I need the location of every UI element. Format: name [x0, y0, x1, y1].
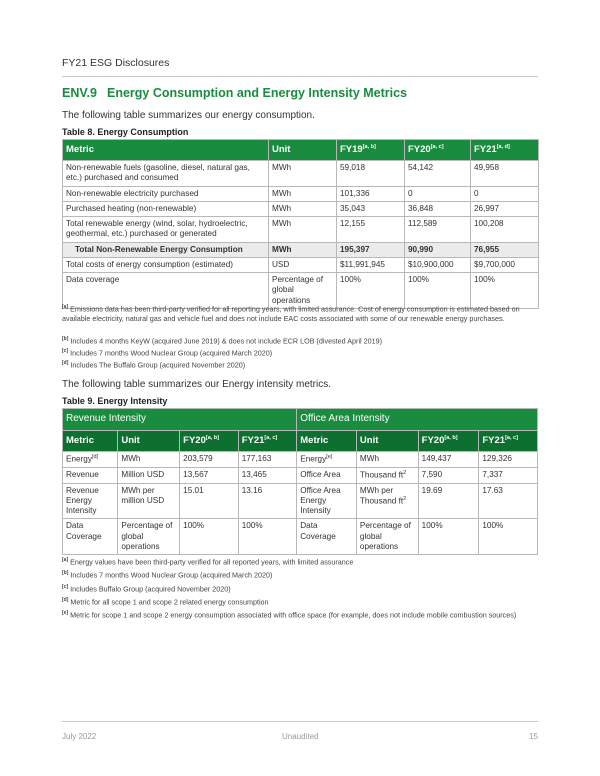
- office-metric-cell: Office Area Energy Intensity: [297, 483, 357, 519]
- col-header-metric: Metric: [63, 430, 118, 451]
- fy21-footnote-ref: [a, d]: [496, 144, 510, 150]
- office-unit-cell: MWh: [356, 451, 418, 467]
- footnote-mark: [b]: [62, 336, 69, 342]
- footnote-mark: [a]: [62, 557, 69, 563]
- revenue-metric-cell: Data Coverage: [63, 519, 118, 555]
- fy20-footnote-ref: [a, b]: [444, 434, 458, 441]
- footnote: [62, 570, 532, 580]
- fy20-cell: 100%: [405, 273, 471, 309]
- revenue-metric-cell: [63, 451, 118, 467]
- fy19-cell: 195,397: [337, 242, 405, 257]
- fy20-cell: 112,589: [405, 217, 471, 243]
- fy20-label: FY20: [183, 434, 206, 446]
- fy21-cell: 100%: [471, 273, 539, 309]
- footnote: [62, 360, 532, 370]
- col-header-unit: Unit: [118, 430, 180, 451]
- intro-energy-consumption: The following table summarizes our energy consumption.: [62, 110, 315, 121]
- col-header-metric: Metric: [297, 430, 357, 451]
- office-unit-cell: Percentage of global operations: [356, 519, 418, 555]
- document-header: FY21 ESG Disclosures: [62, 57, 170, 69]
- fy21-cell: 49,958: [471, 161, 539, 187]
- footnote: [62, 304, 532, 324]
- unit-exponent: 2: [403, 495, 407, 502]
- section-title: [62, 86, 407, 100]
- fy21-cell: 0: [471, 186, 539, 201]
- footnote-text: Includes 7 months Wood Nuclear Group (acquired March 2020): [70, 570, 273, 580]
- unit-label: MWh per Thousand ft: [359, 485, 404, 506]
- revenue-metric-cell: Revenue Energy Intensity: [63, 483, 118, 519]
- table-row: [63, 257, 539, 272]
- footnote: [62, 597, 532, 607]
- footnote-text: Includes The Buffalo Group (acquired November 2020): [70, 360, 246, 370]
- unit-cell: MWh: [269, 201, 337, 216]
- fy21-label: FY21: [482, 434, 506, 446]
- office-metric-cell: Office Area: [297, 467, 357, 483]
- footnote-mark: [c]: [62, 584, 69, 590]
- unit-label: Thousand ft: [359, 470, 404, 480]
- col-header-unit: Unit: [269, 140, 337, 161]
- total-row: [63, 242, 539, 257]
- table-row: [63, 217, 539, 243]
- table9-caption: Table 9. Energy Intensity: [62, 396, 168, 406]
- col-header-metric: Metric: [63, 140, 269, 161]
- fy19-cell: 100%: [337, 273, 405, 309]
- fy20-label: FY20: [408, 144, 431, 156]
- footnote-text: Metric for scope 1 and scope 2 energy consumption associated with office space (for example, does not include mobile combustion sources): [70, 610, 517, 620]
- footnote-text: Includes 4 months KeyW (acquired June 2019) & does not include ECR LOB (divested April 2019): [70, 336, 383, 346]
- unit-exponent: 2: [403, 469, 407, 476]
- col-header-fy20: [418, 430, 479, 451]
- metric-cell: Total renewable energy (wind, solar, hydroelectric, geothermal, etc.) purchased or generated: [63, 217, 269, 243]
- metric-cell: Data coverage: [63, 273, 269, 309]
- metric-label: Energy: [66, 454, 92, 464]
- revenue-fy20-cell: 203,579: [180, 451, 239, 467]
- metric-cell: Non-renewable electricity purchased: [63, 186, 269, 201]
- office-metric-cell: Data Coverage: [297, 519, 357, 555]
- fy21-cell: 76,955: [471, 242, 539, 257]
- office-unit-cell: [356, 483, 418, 519]
- fy21-label: FY21: [241, 434, 265, 446]
- office-unit-cell: [356, 467, 418, 483]
- fy20-footnote-ref: [a, c]: [430, 144, 444, 150]
- footnote-mark: [d]: [62, 360, 69, 366]
- footer-divider: [62, 721, 538, 722]
- fy21-cell: $9,700,000: [471, 257, 539, 272]
- fy20-footnote-ref: [a, b]: [205, 434, 219, 441]
- table8-header-row: [63, 140, 539, 161]
- fy19-cell: 59,018: [337, 161, 405, 187]
- table-row: [63, 519, 538, 555]
- fy20-cell: $10,900,000: [405, 257, 471, 272]
- footer-date: July 2022: [62, 732, 97, 741]
- table-row: [63, 483, 538, 519]
- footnote-text: Metric for all scope 1 and scope 2 related energy consumption: [70, 597, 269, 607]
- office-fy21-cell: 100%: [479, 519, 538, 555]
- footnote-mark: [d]: [62, 597, 69, 603]
- unit-cell: MWh: [269, 217, 337, 243]
- fy21-footnote-ref: [a, c]: [264, 434, 278, 441]
- table-row: [63, 201, 539, 216]
- metric-cell: Non-renewable fuels (gasoline, diesel, natural gas, etc.) purchased and consumed: [63, 161, 269, 187]
- revenue-unit-cell: Million USD: [118, 467, 180, 483]
- footnote-mark: [e]: [62, 610, 69, 616]
- revenue-fy21-cell: 177,163: [238, 451, 297, 467]
- header-divider: [62, 76, 538, 77]
- fy20-cell: 0: [405, 186, 471, 201]
- office-fy21-cell: 129,326: [479, 451, 538, 467]
- footnote-text: Includes 7 months Wood Nuclear Group (acquired March 2020): [70, 348, 273, 358]
- col-header-fy21: [471, 140, 539, 161]
- col-header-fy20: [180, 430, 239, 451]
- revenue-fy20-cell: 15.01: [180, 483, 239, 519]
- footnote-mark: [c]: [62, 348, 69, 354]
- office-fy21-cell: 7,337: [479, 467, 538, 483]
- table-row: [63, 186, 539, 201]
- col-header-fy21: [479, 430, 538, 451]
- fy19-cell: 35,043: [337, 201, 405, 216]
- footer-status: Unaudited: [282, 732, 319, 741]
- unit-cell: MWh: [269, 186, 337, 201]
- footnote-mark: [b]: [62, 570, 69, 576]
- footnote: [62, 348, 532, 358]
- fy19-cell: $11,991,945: [337, 257, 405, 272]
- revenue-fy21-cell: 13.16: [238, 483, 297, 519]
- page-number: 15: [529, 732, 538, 741]
- table-row: [63, 467, 538, 483]
- unit-cell: USD: [269, 257, 337, 272]
- office-fy20-cell: 100%: [418, 519, 479, 555]
- footnote-ref: [e]: [326, 453, 333, 460]
- unit-cell: MWh: [269, 161, 337, 187]
- footnote-ref: [d]: [91, 453, 99, 460]
- footnote-text: Includes Buffalo Group (acquired November 2020): [70, 584, 231, 594]
- col-header-fy19: [337, 140, 405, 161]
- office-metric-cell: [297, 451, 357, 467]
- col-header-unit: Unit: [356, 430, 418, 451]
- revenue-fy20-cell: 100%: [180, 519, 239, 555]
- col-header-fy21: [238, 430, 297, 451]
- office-fy20-cell: 7,590: [418, 467, 479, 483]
- table9-group-header-row: [63, 409, 538, 431]
- table9-header-row: [63, 430, 538, 451]
- revenue-unit-cell: MWh per million USD: [118, 483, 180, 519]
- table-row: [63, 161, 539, 187]
- fy20-cell: 90,990: [405, 242, 471, 257]
- fy21-label: FY21: [474, 144, 497, 156]
- office-fy20-cell: 19.69: [418, 483, 479, 519]
- table8-caption: Table 8. Energy Consumption: [62, 127, 189, 137]
- fy19-footnote-ref: [a, b]: [362, 144, 376, 150]
- fy21-footnote-ref: [a, c]: [505, 434, 518, 441]
- footnote-mark: [a]: [62, 304, 69, 310]
- revenue-intensity-header: Revenue Intensity: [63, 409, 297, 431]
- metric-label: Energy: [300, 454, 327, 464]
- footnote-text: Energy values have been third-party verified for all reported years, with limited assurance: [70, 557, 354, 567]
- footnote-text: Emissions data has been third-party verified for all reporting years, with limited assurance. Cost of energy consumption is estimated based on available electricity, natural gas and vehicle fuel and does not include EAC costs associated with some of our renewable energy purchases.: [62, 304, 520, 324]
- metric-cell: Purchased heating (non-renewable): [63, 201, 269, 216]
- revenue-fy21-cell: 100%: [238, 519, 297, 555]
- revenue-unit-cell: MWh: [118, 451, 180, 467]
- intro-energy-intensity: The following table summarizes our Energy intensity metrics.: [62, 379, 331, 390]
- table-row: [63, 273, 539, 309]
- office-fy21-cell: 17.63: [479, 483, 538, 519]
- fy21-cell: 100,208: [471, 217, 539, 243]
- footnote: [62, 557, 532, 567]
- fy20-cell: 36,848: [405, 201, 471, 216]
- revenue-unit-cell: Percentage of global operations: [118, 519, 180, 555]
- section-number: ENV.9: [62, 86, 97, 100]
- footnote: [62, 610, 532, 620]
- footnote: [62, 584, 532, 594]
- office-fy20-cell: 149,437: [418, 451, 479, 467]
- table-row: [63, 451, 538, 467]
- fy21-cell: 26,997: [471, 201, 539, 216]
- metric-cell: Total Non-Renewable Energy Consumption: [63, 242, 269, 257]
- revenue-fy20-cell: 13,567: [180, 467, 239, 483]
- footnote: [62, 336, 532, 346]
- fy19-cell: 12,155: [337, 217, 405, 243]
- fy19-label: FY19: [340, 144, 363, 156]
- fy20-label: FY20: [421, 434, 445, 446]
- col-header-fy20: [405, 140, 471, 161]
- fy19-cell: 101,336: [337, 186, 405, 201]
- energy-intensity-table: [62, 408, 538, 555]
- unit-cell: Percentage of global operations: [269, 273, 337, 309]
- revenue-metric-cell: Revenue: [63, 467, 118, 483]
- revenue-fy21-cell: 13,465: [238, 467, 297, 483]
- metric-cell: Total costs of energy consumption (estimated): [63, 257, 269, 272]
- section-heading: Energy Consumption and Energy Intensity Metrics: [106, 86, 408, 100]
- unit-cell: MWh: [269, 242, 337, 257]
- office-area-intensity-header: Office Area Intensity: [297, 409, 538, 431]
- fy20-cell: 54,142: [405, 161, 471, 187]
- energy-consumption-table: [62, 139, 539, 309]
